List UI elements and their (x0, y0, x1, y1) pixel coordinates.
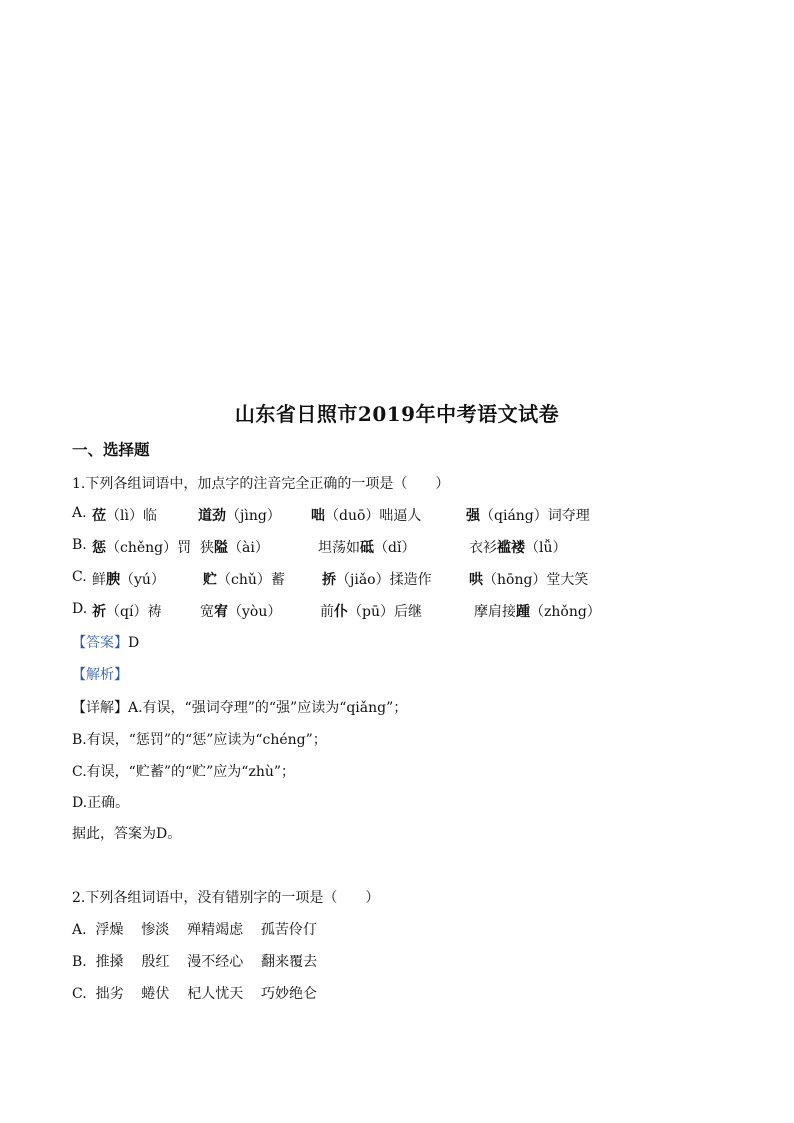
q1-option-d-item-1: 祈（qí）祷 (92, 604, 162, 620)
q1-option-a-item-4: 强（qiáng）词夺理 (466, 508, 590, 524)
q1-detail-line-3: C.有误，“贮蓄”的“贮”应为“zhù”； (72, 764, 296, 780)
q1-detail-line-4: D.正确。 (72, 795, 130, 811)
q2-option-b: B. 推搡 殷红 漫不经心 翻来覆去 (72, 954, 318, 970)
answer-tag: 【答案】 (72, 635, 128, 651)
q1-option-b-label: B. (72, 537, 87, 553)
q1-option-a-item-3: 咄（duō）咄逼人 (311, 508, 422, 524)
q2-option-a: A. 浮燥 惨淡 殚精竭虑 孤苦伶仃 (72, 922, 317, 938)
q2-option-c: C. 拙劣 蜷伏 杞人忧天 巧妙绝仑 (72, 986, 318, 1002)
q1-option-c-item-1: 鲜腴（yú） (92, 572, 165, 588)
page-title: 山东省日照市2019年中考语文试卷 (234, 402, 560, 426)
q1-option-d-item-2: 宽宥（yòu） (200, 604, 282, 620)
answer-value: D (128, 635, 140, 651)
q2-stem: 2.下列各组词语中，没有错别字的一项是（ ） (72, 890, 380, 906)
q1-option-d-item-4: 摩肩接踵（zhǒng） (474, 604, 601, 620)
q1-detail-line-2: B.有误，“惩罚”的“惩”应读为“chéng”； (72, 732, 327, 748)
q1-analysis-tag: 【解析】 (72, 667, 128, 683)
q1-option-c-item-3: 挢（jiǎo）揉造作 (322, 572, 432, 588)
section-heading: 一、选择题 (72, 440, 150, 459)
q1-option-a-label: A. (72, 505, 87, 521)
q1-option-b-item-2: 狭隘（ài） (200, 540, 269, 556)
q1-option-b-item-3: 坦荡如砥（dǐ） (318, 540, 416, 556)
q1-option-c-item-4: 哄（hōng）堂大笑 (469, 572, 589, 588)
q1-option-b-item-4: 衣衫褴褛（lǚ） (469, 540, 567, 556)
q1-option-a-item-1: 莅（lì）临 (92, 508, 157, 524)
q1-conclusion: 据此，答案为D。 (72, 826, 182, 842)
q1-option-c-item-2: 贮（chǔ）蓄 (203, 572, 285, 588)
q1-option-d-label: D. (72, 601, 88, 617)
q1-option-b-item-1: 惩（chěng）罚 (92, 540, 192, 556)
q1-detail-line-1: 【详解】A.有误，“强词夺理”的“强”应读为“qiǎng”； (72, 700, 408, 716)
q1-stem: 1.下列各组词语中，加点字的注音完全正确的一项是（ ） (72, 476, 450, 492)
q1-answer (72, 632, 139, 652)
detail-tag: 【详解】 (72, 700, 128, 716)
q1-option-a-item-2: 道劲（jìng） (198, 508, 281, 524)
q1-option-c-label: C. (72, 569, 87, 585)
q1-option-d-item-3: 前仆（pū）后继 (320, 604, 422, 620)
